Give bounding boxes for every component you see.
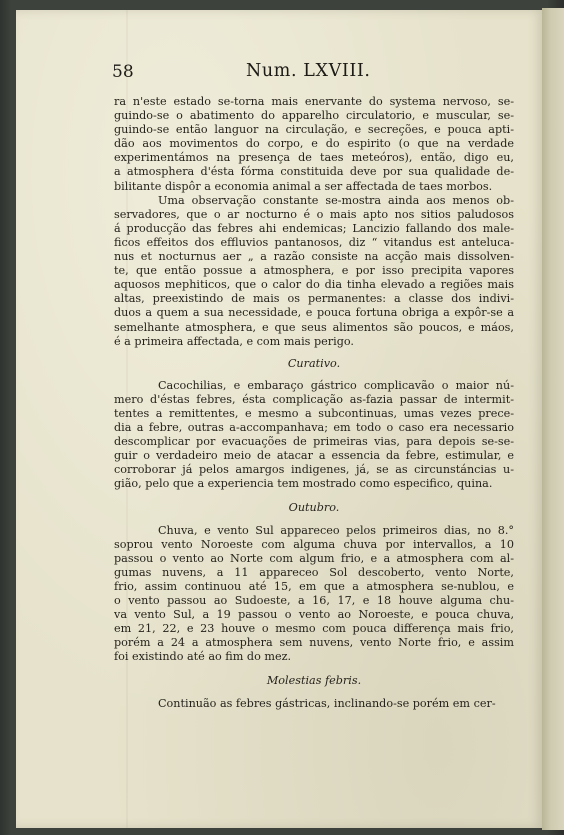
text-line: Continuão as febres gástricas, inclinando-se porém em cer- (158, 696, 496, 710)
page-header (112, 62, 442, 88)
section-heading-curativo: Curativo. (287, 356, 341, 370)
text-line: a atmosphera d'ésta fórma constituida deve por sua qualidade de- (114, 165, 514, 179)
text-line: guindo-se o abatimento do apparelho circulatorio, e muscular, se- (114, 109, 514, 123)
text-line: ra n'este estado se-torna mais enervante do systema nervoso, se- (114, 95, 514, 108)
text-line: o vento passou ao Sudoeste, a 16, 17, e 18 houve alguma chu- (114, 594, 514, 608)
text-line: á producção das febres ahi endemicas; Lancizio fallando dos male- (114, 221, 514, 235)
text-line: soprou vento Noroeste com alguma chuva por intervallos, a 10 (114, 537, 514, 551)
text-line: duos a quem a sua necessidade, e pouca fortuna obriga a expôr-se a (114, 306, 514, 320)
text-line: frio, assim continuou até 15, em que a atmosphera se-nublou, e (114, 580, 514, 593)
section-heading-outubro: Outubro. (288, 500, 340, 514)
text-line: guir o verdadeiro meio de atacar a essencia da febre, estimular, e (114, 449, 514, 463)
text-line: ficos effeitos dos effluvios pantanosos, diz “ vitandus est anteluca- (114, 235, 514, 249)
text-line: mero d'éstas febres, ésta complicação as-fazia passar de intermit- (114, 392, 514, 406)
text-line: Cacochilias, e embaraço gástrico complicavão o maior nú- (158, 378, 514, 392)
text-line: nus et nocturnus aer „ a razão consiste na acção mais dissolven- (114, 250, 514, 264)
page-number: 58 (112, 62, 134, 82)
text-line: descomplicar por evacuações de primeiras vias, para depois se-se- (114, 435, 514, 449)
text-line: va vento Sul, a 19 passou o vento ao Noroeste, e pouca chuva, (114, 608, 514, 622)
text-line: servadores, que o ar nocturno é o mais apto nos sitios paludosos (114, 207, 514, 221)
text-line: guindo-se então languor na circulação, e secreções, e pouca apti- (114, 123, 514, 137)
page-text (114, 95, 514, 711)
text-line: é a primeira affectada, e com mais perigo. (114, 334, 354, 348)
text-line: em 21, 22, e 23 houve o mesmo com pouca differença mais frio, (114, 622, 514, 636)
running-title: Num. LXVIII. (246, 61, 371, 81)
text-line: te, que então possue a atmosphera, e por isso precipita vapores (114, 264, 514, 278)
text-line: dia a febre, outras a-accompanhava; em todo o caso era necessario (114, 421, 514, 435)
text-line: bilitante dispôr a economia animal a ser affectada de taes morbos. (114, 179, 493, 193)
text-line: experimentámos na presença de taes meteóros), então, digo eu, (114, 151, 514, 165)
text-line: semelhante atmosphera, e que seus alimentos são poucos, e máos, (114, 320, 514, 334)
text-line: Uma observação constante se-mostra ainda aos menos ob- (158, 193, 514, 207)
section-heading-molestias: Molestias febris. (266, 673, 362, 687)
text-line: gumas nuvens, a 11 appareceo Sol descoberto, vento Norte, (114, 565, 514, 579)
text-line: dão aos movimentos do corpo, e do espirito (o que na verdade (114, 137, 514, 151)
text-line: porém a 24 a atmosphera sem nuvens, vento Norte frio, e assim (114, 636, 514, 650)
text-line: corroborar já pelos amargos indigenes, já, se as circunstáncias u- (114, 463, 514, 477)
text-line: tentes a remittentes, e mesmo a subcontinuas, umas vezes prece- (114, 406, 514, 420)
text-line: passou o vento ao Norte com algum frio, e a atmosphera com al- (114, 551, 514, 565)
text-line: altas, preexistindo de mais os permanentes: a classe dos indivi- (114, 292, 514, 306)
text-line: Chuva, e vento Sul appareceo pelos primeiros dias, no 8.° (158, 523, 514, 537)
text-line: aquosos mephiticos, que o calor do dia tinha elevado a regiões mais (114, 278, 514, 292)
text-line: foi existindo até ao fim do mez. (114, 650, 292, 664)
adjacent-page-edge (542, 8, 564, 830)
text-line: gião, pelo que a experiencia tem mostrado como especifico, quina. (114, 477, 493, 491)
